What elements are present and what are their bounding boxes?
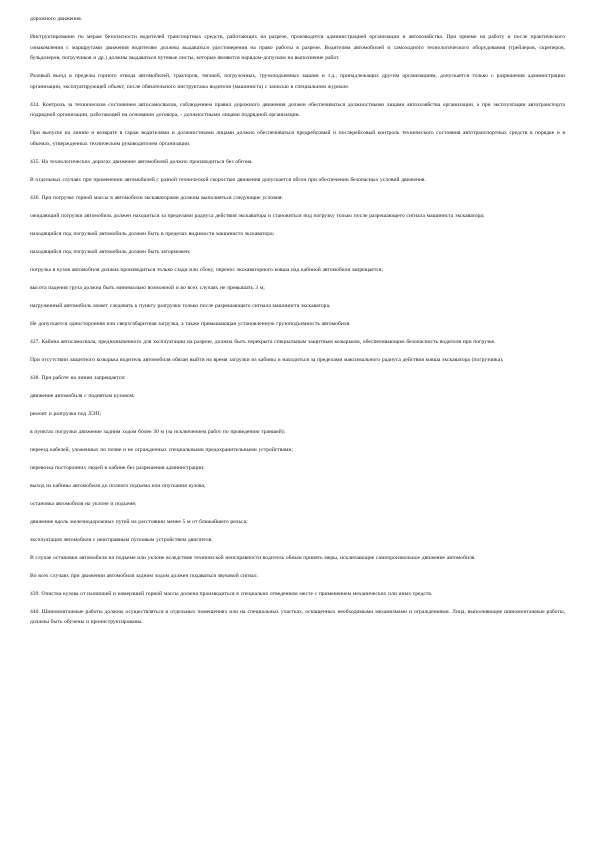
paragraph: Разовый въезд в пределы горного отвода автомобилей, тракторов, тягачей, погрузочных, грузоподъемных машин и т.д., принадлежащих другим организациям, допускается только с разрешения администрации организации, эксплуатирующей объект, после обязательного инструктажа водителя (машиниста) с записью в специальном журнале. (30, 73, 565, 90)
paragraph: 435. На технологических дорогах движение автомобилей должно производиться без обгона. (30, 158, 253, 165)
paragraph: При выпуске на линию и возврате в гараж водителями и должностными лицами должно обеспечиваться предрейсовый и послерейсовый контроль технического состояния автотранспортных средств в порядке и в объемах, утвержденных техническим руководителем организации. (30, 130, 565, 147)
paragraph: находящийся под погрузкой автомобиль должен быть заторможен; (30, 248, 191, 255)
paragraph: Инструктирование по мерам безопасности водителей транспортных средств, работающих на разрезе, производится администрацией организации и автохозяйства. При приеме на работу и после практического ознакомления с маршрутами движения водителям должны выдаваться удостоверения на право работы в разрезе. Водителям автомобилей и самоходного технологического оборудования (трейлеров, скреперов, бульдозеров, погрузчиков и др.) должны выдаваться путевые листы, которые являются нарядом-допуском на выполнение работ. (30, 34, 565, 61)
paragraph: переезд кабелей, уложенных по почве и не огражденных специальными предохранительными устройствами; (30, 446, 293, 453)
paragraph: 434. Контроль за техническим состоянием автосамосвалов, соблюдением правил дорожного движения должен обеспечиваться должностными лицами автохозяйства организации, а при эксплуатации автотранспорта подрядной организации, работающей на основании договора, - должностными лицами подрядной организации. (30, 101, 565, 118)
paragraph: высота падения груза должна быть минимально возможной и во всех случаях не превышать 3 м; (30, 284, 265, 291)
paragraph: ожидающий погрузки автомобиль должен находиться за пределами радиуса действия экскаватора и становиться под погрузку только после разрешающего сигнала машиниста экскаватора; (30, 212, 485, 219)
paragraph: движение вдоль железнодорожных путей на расстоянии менее 5 м от ближайшего рельса; (30, 518, 248, 525)
paragraph: ремонт и разгрузка под ЛЭП; (30, 410, 102, 417)
paragraph: В случае остановки автомобиля на подъеме или уклоне вследствие технической неисправности водитель обязан принять меры, исключающие самопроизвольное движение автомобиля. (30, 554, 476, 561)
paragraph: остановка автомобиля на уклоне и подъеме; (30, 500, 137, 507)
paragraph: движение автомобиля с поднятым кузовом; (30, 392, 135, 399)
paragraph: В отдельных случаях при применении автомобилей с разной технической скоростью движения допускается обгон при обеспечении безопасных условий движения. (30, 176, 426, 183)
paragraph: находящийся под погрузкой автомобиль должен быть в пределах видимости машиниста экскаватора; (30, 230, 275, 237)
paragraph: Не допускается односторонняя или сверхгабаритная загрузка, а также превышающая установленную грузоподъемность автомобиля. (30, 320, 351, 327)
paragraph: в пунктах погрузки движение задним ходом более 30 м (за исключением работ по проведению траншей); (30, 428, 286, 435)
paragraph: 440. Шиномонтажные работы должны осуществляться в отдельных помещениях или на специальных участках, оснащенных необходимыми механизмами и ограждениями. Лица, выполняющие шиномонтажные работы, должны быть обучены и проинструктированы. (30, 608, 565, 625)
paragraph: нагруженный автомобиль может следовать к пункту разгрузки только после разрешающего сигнала машиниста экскаватора. (30, 302, 331, 309)
paragraph: перевозка посторонних людей в кабине без разрешения администрации; (30, 464, 205, 471)
paragraph: При отсутствии защитного козырька водитель автомобиля обязан выйти на время загрузки из кабины и находиться за пределами максимального радиуса действия ковша экскаватора (погрузчика). (30, 356, 504, 363)
paragraph: 436. При погрузке горной массы в автомобили экскаваторами должны выполняться следующие условия: (30, 194, 283, 201)
paragraph: 439. Очистка кузова от налипшей и намерзшей горной массы должна производиться в специально отведенном месте с применением механических или иных средств. (30, 590, 433, 597)
paragraph: 437. Кабина автосамосвала, предназначенного для эксплуатации на разрезе, должна быть перекрыта специальным защитным козырьком, обеспечивающим безопасность водителя при погрузке. (30, 338, 496, 345)
paragraph: эксплуатация автомобиля с неисправным пусковым устройством двигателя. (30, 536, 213, 543)
paragraph: Во всех случаях при движении автомобиля задним ходом должен подаваться звуковой сигнал. (30, 572, 258, 579)
paragraph: погрузка в кузов автомобиля должна производиться только сзади или сбоку, перенос экскаваторного ковша над кабиной автомобиля запрещается; (30, 266, 384, 273)
paragraph: выход из кабины автомобиля до полного подъема или опускания кузова; (30, 482, 206, 489)
paragraph: 438. При работе на линии запрещается: (30, 374, 126, 381)
paragraph: дорожного движения. (30, 16, 83, 22)
